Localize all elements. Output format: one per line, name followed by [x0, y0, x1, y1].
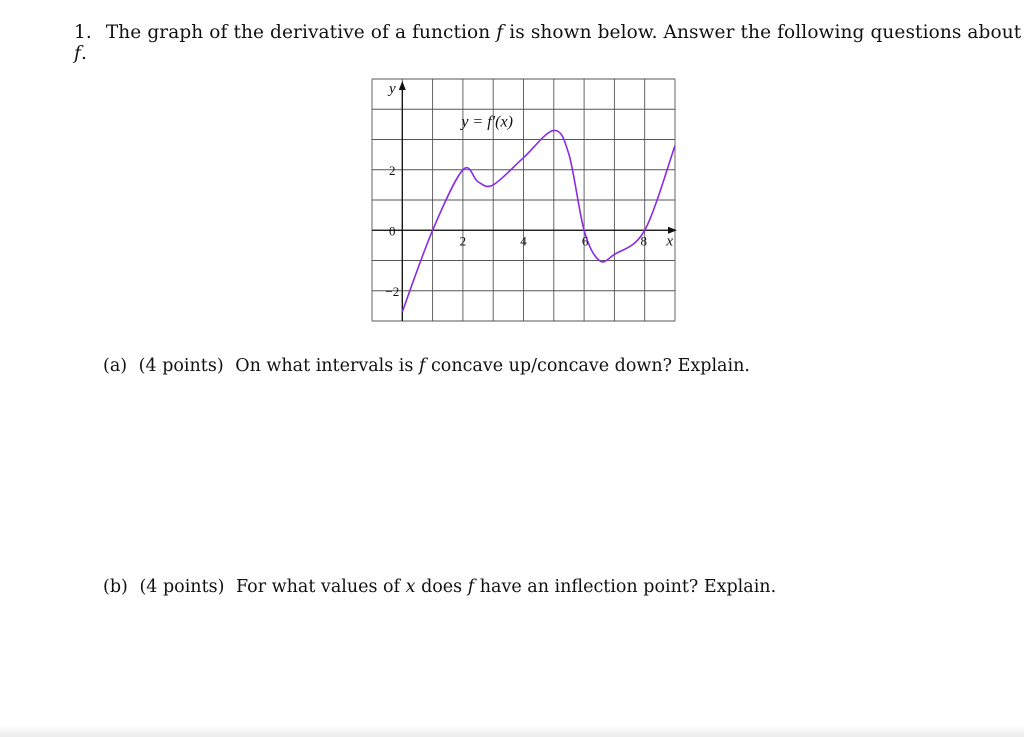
part-b-text-before: For what values of — [236, 577, 401, 597]
question-number: 1. — [74, 22, 92, 43]
part-a — [103, 356, 750, 376]
function-symbol: f — [496, 22, 504, 43]
tick-label-x-4: 4 — [520, 233, 527, 249]
question-text-end: . — [80, 43, 87, 64]
tick-label-x-6: 6 — [581, 233, 589, 249]
part-b-points: (4 points) — [139, 577, 225, 597]
question-1 — [74, 22, 1024, 64]
part-b-text-middle: does — [421, 577, 463, 597]
derivative-curve — [402, 130, 675, 312]
part-a-tag: (a) — [103, 356, 128, 376]
x-axis-label: x — [666, 233, 674, 250]
graph-labels — [385, 81, 673, 299]
part-b — [103, 577, 776, 597]
part-b-function-symbol: f — [467, 577, 475, 597]
question-text-before: The graph of the derivative of a function — [105, 22, 491, 43]
page-bottom-shadow — [0, 725, 1024, 737]
curve-label: y = f′(x) — [461, 113, 513, 131]
y-axis-label: y — [388, 81, 396, 97]
part-a-text-after: concave up/concave down? Explain. — [431, 356, 750, 376]
tick-label-y-neg-2: −2 — [385, 283, 400, 299]
part-a-points: (4 points) — [138, 356, 224, 376]
derivative-graph — [370, 77, 680, 325]
part-a-function-symbol: f — [418, 356, 426, 376]
graph-axes — [372, 81, 677, 321]
question-text-middle: is shown below. Answer the following questions about — [509, 22, 1022, 43]
part-a-text-before: On what intervals is — [235, 356, 414, 376]
tick-label-y-2: 2 — [389, 162, 396, 178]
tick-label-origin: 0 — [389, 223, 396, 239]
tick-label-x-2: 2 — [459, 233, 467, 249]
part-b-tag: (b) — [103, 577, 128, 597]
y-axis-arrow — [399, 81, 406, 90]
function-symbol-end: f — [74, 43, 81, 64]
part-b-text-after: have an inflection point? Explain. — [479, 577, 777, 597]
tick-label-x-8: 8 — [640, 233, 647, 249]
part-b-variable-symbol: x — [405, 577, 416, 597]
graph-grid — [372, 79, 675, 321]
